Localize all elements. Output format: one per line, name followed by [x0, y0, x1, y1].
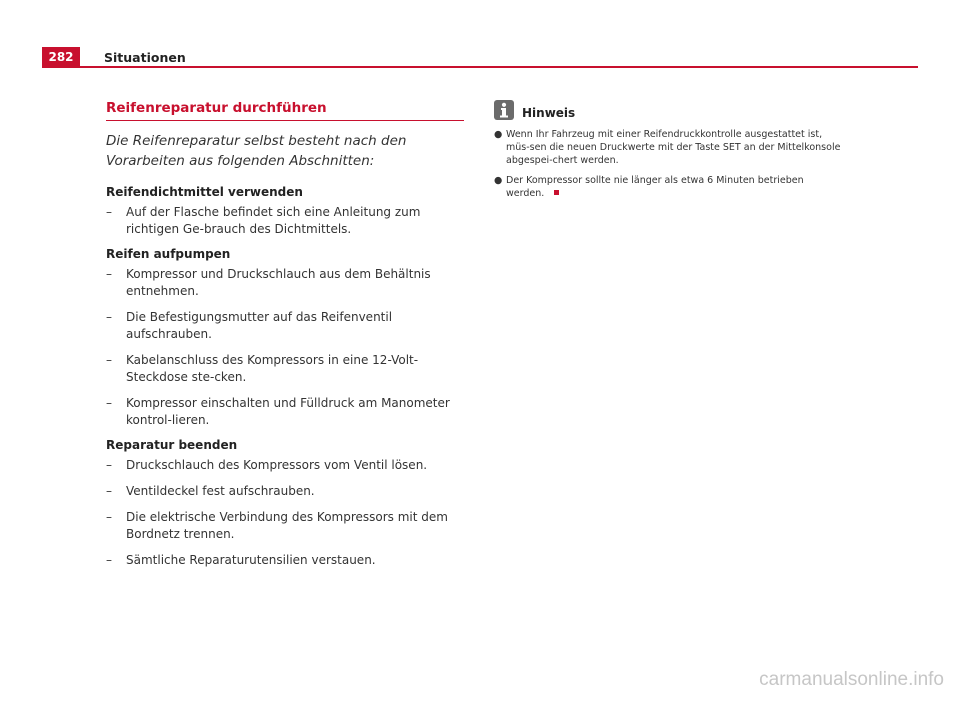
note-header — [494, 100, 844, 120]
step-group-heading: Reparatur beenden — [106, 438, 238, 452]
dash-marker: – — [106, 510, 112, 524]
step-text: Die elektrische Verbindung des Kompressors mit dem Bordnetz trennen. — [126, 510, 448, 541]
dash-marker: – — [106, 484, 112, 498]
step-text: Sämtliche Reparaturutensilien verstauen. — [126, 553, 376, 567]
bullet-icon: ● — [494, 129, 503, 140]
repair-instructions — [106, 100, 464, 578]
dash-marker: – — [106, 553, 112, 567]
step-item — [106, 395, 464, 429]
step-item — [106, 552, 464, 569]
note-item — [494, 174, 844, 200]
step-text: Druckschlauch des Kompressors vom Ventil lösen. — [126, 458, 428, 472]
step-item — [106, 309, 464, 343]
info-icon — [494, 100, 514, 120]
step-group-heading: Reifen aufpumpen — [106, 247, 231, 261]
step-group-heading: Reifendichtmittel verwenden — [106, 185, 303, 199]
dash-marker: – — [106, 205, 112, 219]
dash-marker: – — [106, 310, 112, 324]
dash-marker: – — [106, 458, 112, 472]
step-text: Kabelanschluss des Kompressors in eine 12-Volt-Steckdose ste-cken. — [126, 353, 419, 384]
step-item — [106, 483, 464, 500]
page-number: 282 — [42, 47, 80, 67]
note-text: Der Kompressor sollte nie länger als etwa 6 Minuten betrieben werden. — [506, 175, 804, 199]
dash-marker: – — [106, 396, 112, 410]
step-item — [106, 509, 464, 543]
section-divider — [106, 120, 464, 121]
step-text: Ventildeckel fest aufschrauben. — [126, 484, 315, 498]
section-title: Reifenreparatur durchführen — [106, 100, 327, 116]
section-intro: Die Reifenreparatur selbst besteht nach den Vorarbeiten aus folgenden Abschnitten: — [106, 133, 407, 169]
dash-marker: – — [106, 267, 112, 281]
step-group-sealant — [106, 185, 464, 238]
note-box — [494, 100, 844, 207]
step-text: Auf der Flasche befindet sich eine Anleitung zum richtigen Ge-brauch des Dichtmittels. — [126, 205, 421, 236]
section-end-icon — [554, 190, 559, 195]
note-text: Wenn Ihr Fahrzeug mit einer Reifendruckkontrolle ausgestattet ist, müs-sen die neuen Druckwerte mit der Taste SET an der Mittelkonsole abgespei-chert werden. — [506, 129, 841, 166]
site-watermark: carmanualsonline.info — [759, 669, 944, 690]
step-group-finish — [106, 438, 464, 569]
step-item — [106, 266, 464, 300]
dash-marker: – — [106, 353, 112, 367]
note-item — [494, 128, 844, 167]
note-title: Hinweis — [522, 106, 576, 120]
bullet-icon: ● — [494, 175, 503, 186]
step-group-inflate — [106, 247, 464, 429]
step-text: Die Befestigungsmutter auf das Reifenventil aufschrauben. — [126, 310, 393, 341]
header-divider — [42, 66, 918, 68]
chapter-title: Situationen — [104, 50, 186, 65]
step-item — [106, 204, 464, 238]
step-item — [106, 457, 464, 474]
step-text: Kompressor und Druckschlauch aus dem Behältnis entnehmen. — [126, 267, 431, 298]
step-text: Kompressor einschalten und Fülldruck am Manometer kontrol-lieren. — [126, 396, 450, 427]
step-item — [106, 352, 464, 386]
